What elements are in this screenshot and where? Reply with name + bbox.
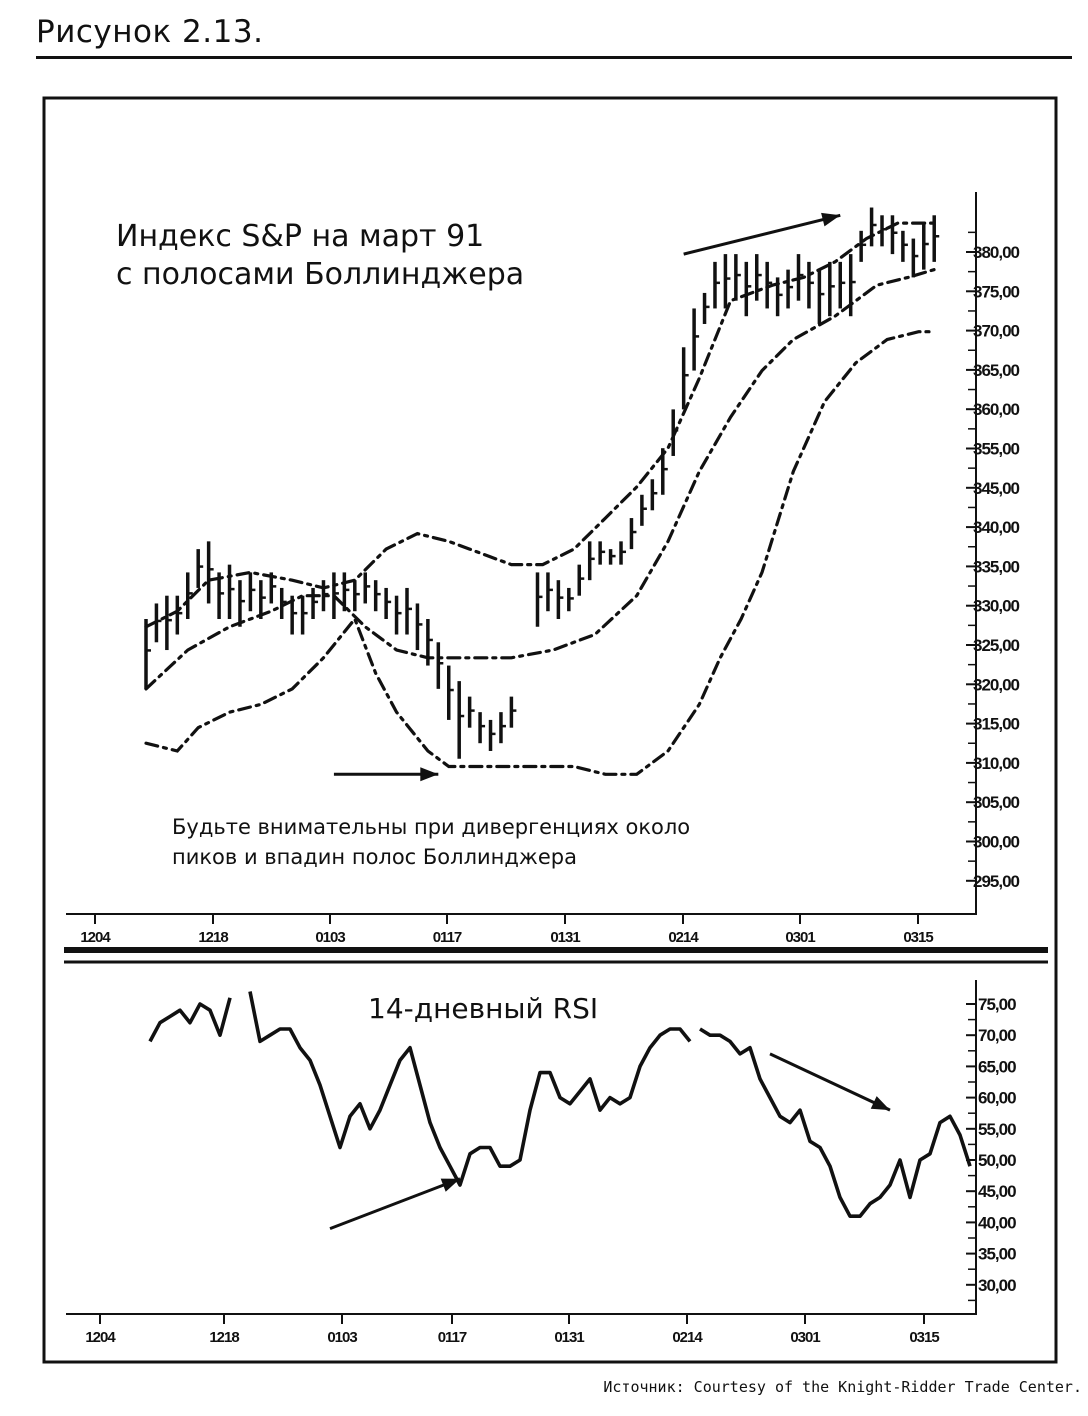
rsi-arrow-1: [770, 1054, 890, 1110]
price-y-tick-label: 360,00: [973, 400, 1019, 420]
price-arrow-1-shaft: [684, 215, 841, 254]
price-panel: [66, 192, 1020, 946]
rsi-arrow-2: [330, 1179, 460, 1229]
rsi-x-tick-label: 1204: [85, 1329, 115, 1346]
price-y-tick-label: 310,00: [973, 753, 1019, 773]
price-y-tick-label: 335,00: [973, 557, 1019, 577]
rsi-x-tick-label: 0315: [909, 1329, 939, 1346]
price-x-tick-label: 0214: [668, 929, 698, 946]
rsi-arrow-1-head: [871, 1096, 890, 1110]
rsi-y-tick-label: 50,00: [978, 1151, 1016, 1170]
rsi-y-tick-label: 55,00: [978, 1119, 1016, 1139]
rsi-y-tick-label: 35,00: [978, 1244, 1016, 1264]
rsi-arrows: [330, 1054, 890, 1229]
rsi-arrow-2-head: [441, 1179, 460, 1192]
price-y-tick-label: 355,00: [973, 439, 1019, 459]
lower-bollinger-band: [146, 332, 934, 775]
price-arrow-2: [334, 767, 438, 781]
rsi-x-tick-label: 1218: [209, 1329, 239, 1346]
rsi-line-segment-3: [700, 1029, 970, 1216]
middle-bollinger-band: [146, 270, 934, 689]
rsi-panel: [66, 980, 1016, 1346]
price-arrows: [334, 213, 840, 781]
rsi-y-tick-label: 60,00: [978, 1088, 1016, 1108]
price-y-tick-label: 300,00: [973, 832, 1019, 852]
rsi-arrow-1-shaft: [770, 1054, 890, 1110]
source-note: Источник: Courtesy of the Knight-Ridder Trade Center.: [603, 1378, 1082, 1396]
price-y-tick-label: 325,00: [973, 636, 1019, 655]
rsi-x-tick-label: 0103: [327, 1329, 357, 1346]
price-arrow-1: [684, 213, 841, 254]
rsi-line-segment-1: [150, 998, 230, 1042]
price-y-tick-label: 380,00: [973, 243, 1019, 262]
rsi-x-axis: [85, 1314, 939, 1346]
rsi-line: [150, 992, 970, 1217]
price-y-tick-label: 330,00: [973, 596, 1019, 616]
figure-title: Рисунок 2.13.: [36, 14, 264, 50]
price-y-tick-label: 375,00: [973, 282, 1019, 302]
price-x-tick-label: 0315: [903, 929, 933, 946]
bollinger-bands: [146, 223, 934, 774]
price-chart-title: Индекс S&P на март 91: [116, 219, 485, 254]
rsi-y-tick-label: 45,00: [978, 1182, 1016, 1202]
rsi-arrow-2-shaft: [330, 1179, 460, 1229]
price-y-tick-label: 365,00: [973, 360, 1019, 380]
price-y-tick-label: 305,00: [973, 793, 1019, 813]
price-x-tick-label: 1204: [80, 929, 110, 946]
price-note-line-1: Будьте внимательны при дивергенциях около: [172, 815, 691, 839]
rsi-y-axis: [966, 995, 1016, 1300]
rsi-y-tick-label: 40,00: [978, 1213, 1016, 1233]
price-x-axis: [80, 914, 933, 946]
rsi-x-tick-label: 0214: [672, 1329, 702, 1346]
rsi-x-tick-label: 0301: [790, 1329, 820, 1346]
rsi-x-tick-label: 0131: [554, 1329, 584, 1346]
rsi-y-tick-label: 30,00: [978, 1275, 1016, 1295]
price-y-tick-label: 315,00: [973, 714, 1019, 734]
price-y-tick-label: 340,00: [973, 518, 1019, 538]
rsi-y-tick-label: 75,00: [978, 995, 1016, 1014]
price-note-line-2: пиков и впадин полос Боллинджера: [172, 845, 577, 869]
rsi-y-tick-label: 65,00: [978, 1057, 1016, 1077]
price-y-tick-label: 370,00: [973, 321, 1019, 341]
rsi-chart-title: 14-дневный RSI: [368, 992, 599, 1025]
rsi-y-tick-label: 70,00: [978, 1026, 1016, 1046]
price-y-tick-label: 295,00: [973, 871, 1019, 891]
price-y-tick-label: 320,00: [973, 675, 1019, 695]
price-x-tick-label: 0131: [550, 929, 580, 946]
price-y-tick-label: 345,00: [973, 478, 1019, 498]
price-x-tick-label: 0103: [315, 929, 345, 946]
price-x-tick-label: 0301: [785, 929, 815, 946]
price-x-tick-label: 0117: [432, 929, 462, 946]
rsi-x-tick-label: 0117: [437, 1329, 467, 1346]
price-y-axis: [966, 232, 1020, 890]
price-x-tick-label: 1218: [198, 929, 228, 946]
price-arrow-2-head: [420, 767, 438, 781]
price-chart-subtitle: с полосами Боллинджера: [116, 257, 525, 292]
